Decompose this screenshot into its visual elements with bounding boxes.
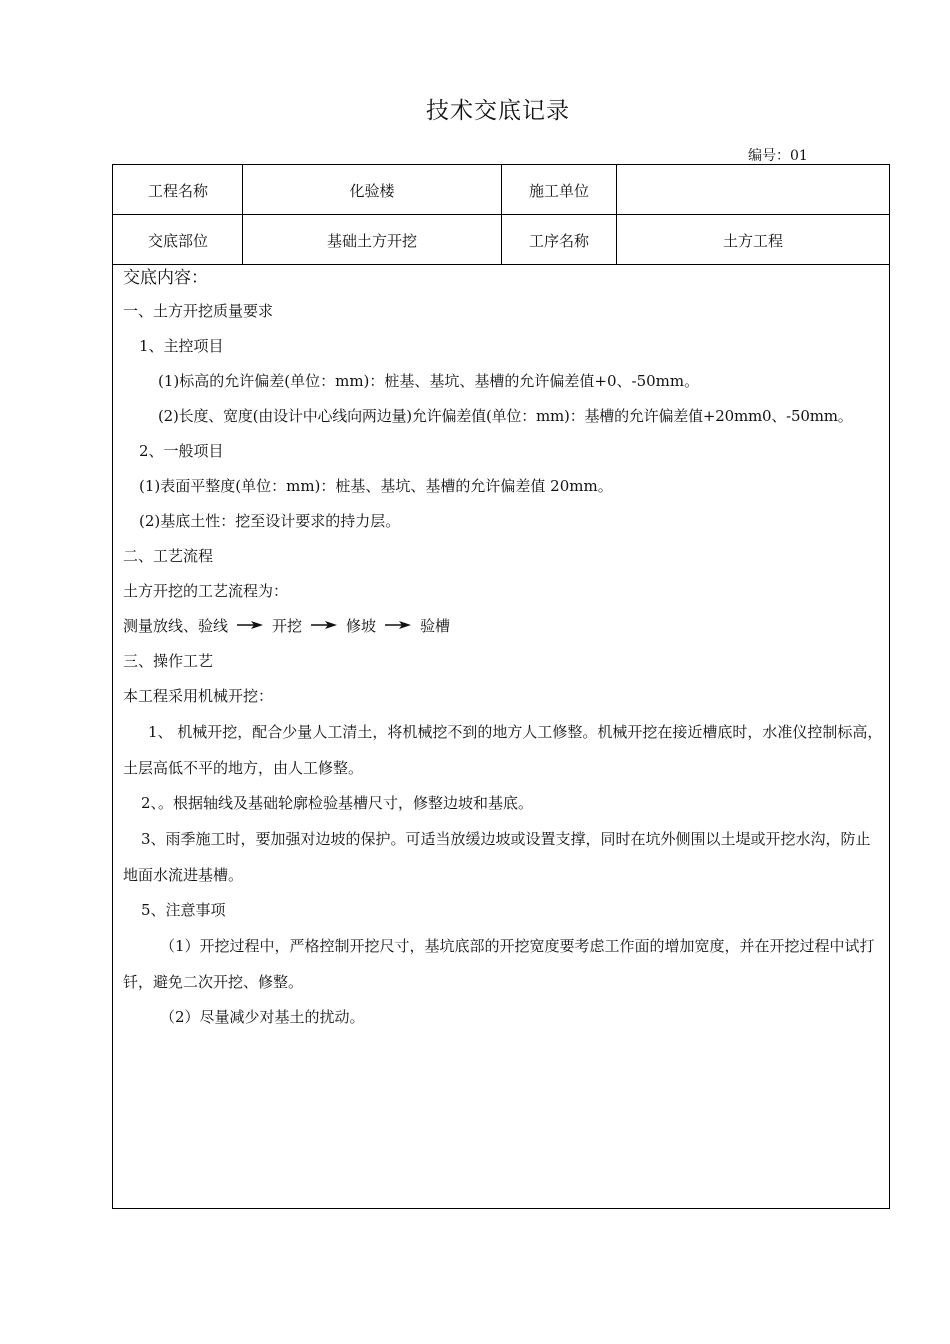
process-name-label: 工序名称 <box>528 232 589 250</box>
section-quality-title: 一、土方开挖质量要求 <box>123 302 274 320</box>
disclosure-content <box>123 265 885 1035</box>
note-2: （2）尽量减少对基土的扰动。 <box>160 1008 365 1026</box>
flow-step-2: 开挖 <box>272 617 303 635</box>
operation-step-1: 1、 机械开挖，配合少量人工清土，将机械挖不到的地方人工修整。机械开挖在接近槽底时，水准仪控制标高，土层高低不平的地方，由人工修整。 <box>123 723 883 777</box>
general-item-2: (2)基底土性：挖至设计要求的持力层。 <box>139 512 401 530</box>
construction-unit-value <box>617 165 889 215</box>
note-1: （1）开挖过程中，严格控制开挖尺寸，基坑底部的开挖宽度要考虑工作面的增加宽度，并在开挖过程中试打钎，避免二次开挖、修整。 <box>123 937 875 991</box>
section-operation-title: 三、操作工艺 <box>123 652 214 670</box>
section-process-title: 二、工艺流程 <box>123 547 214 565</box>
operation-step-2: 2、。根据轴线及基础轮廓检验基槽尺寸，修整边坡和基底。 <box>141 794 534 812</box>
main-control-item-1: (1)标高的允许偏差(单位：mm)：桩基、基坑、基槽的允许偏差值+0、-50mm。 <box>158 372 700 390</box>
flow-step-3: 修坡 <box>346 617 377 635</box>
project-name-label: 工程名称 <box>147 182 208 200</box>
process-flow <box>123 609 885 644</box>
general-item-1: (1)表面平整度(单位：mm)：桩基、基坑、基槽的允许偏差值 20mm。 <box>139 477 613 495</box>
main-control-item-2: (2)长度、宽度(由设计中心线向两边量)允许偏差值(单位：mm)：基槽的允许偏差值+20mm0、-50mm。 <box>158 407 853 425</box>
section-notes-title: 5、注意事项 <box>141 901 226 919</box>
general-items-title: 2、一般项目 <box>139 442 224 460</box>
method-intro: 本工程采用机械开挖： <box>123 687 274 705</box>
construction-unit-label: 施工单位 <box>528 182 589 200</box>
serial-number: 编号：01 <box>748 148 808 164</box>
flow-intro: 土方开挖的工艺流程为： <box>123 582 289 600</box>
arrow-right-icon <box>311 620 337 630</box>
operation-step-3: 3、雨季施工时，要加强对边坡的保护。可适当放缓边坡或设置支撑，同时在坑外侧围以土堤或开挖水沟，防止地面水流进基槽。 <box>123 830 871 884</box>
project-name-value: 化验楼 <box>349 182 395 200</box>
flow-step-1: 测量放线、验线 <box>123 617 229 635</box>
main-control-items-title: 1、主控项目 <box>139 337 224 355</box>
disclosure-form <box>112 164 890 1209</box>
arrow-right-icon <box>385 620 411 630</box>
arrow-right-icon <box>237 620 263 630</box>
document-title: 技术交底记录 <box>426 98 570 124</box>
disclosure-location-value: 基础土方开挖 <box>326 232 417 250</box>
disclosure-location-label: 交底部位 <box>147 232 208 250</box>
flow-step-4: 验槽 <box>420 617 451 635</box>
process-name-value: 土方工程 <box>722 232 783 250</box>
content-heading: 交底内容： <box>123 268 208 288</box>
